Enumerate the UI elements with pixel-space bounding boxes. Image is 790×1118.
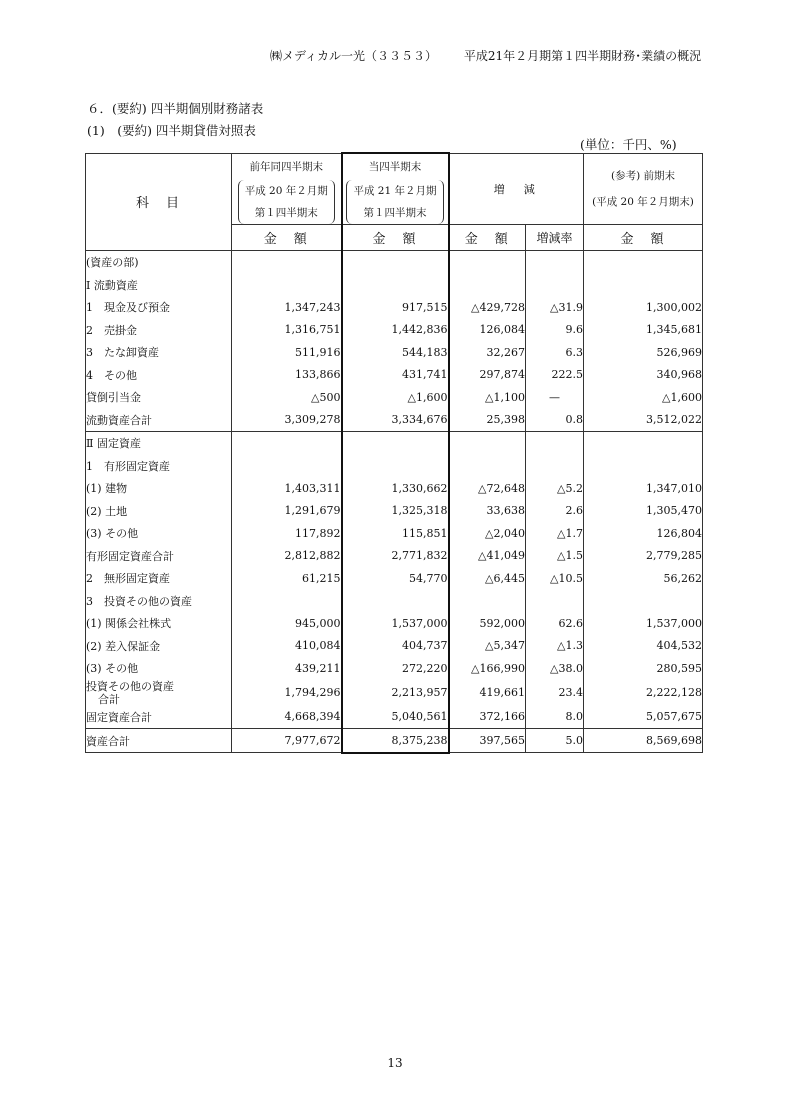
- current-amount: [342, 432, 449, 455]
- prev-year-amount: 3,309,278: [232, 409, 342, 432]
- change-amount: 33,638: [449, 500, 526, 523]
- change-rate: △10.5: [526, 567, 584, 590]
- change-rate: △31.9: [526, 296, 584, 319]
- row-label: 資産合計: [86, 729, 232, 753]
- current-amount: 1,325,318: [342, 500, 449, 523]
- header-prev-line1: 前年同四半期末: [249, 160, 323, 173]
- reference-amount: [584, 432, 703, 455]
- subsection-title: (1) (要約) 四半期貸借対照表: [87, 123, 256, 138]
- change-rate: △38.0: [526, 657, 584, 680]
- prev-year-amount: 1,403,311: [232, 477, 342, 500]
- row-label: 4 その他: [86, 364, 232, 387]
- change-amount: △5,347: [449, 635, 526, 658]
- change-amount: △429,728: [449, 296, 526, 319]
- change-rate: 23.4: [526, 680, 584, 706]
- header-prev-line3: 第１四半期末: [254, 206, 318, 219]
- current-amount: 917,515: [342, 296, 449, 319]
- row-label: 1 有形固定資産: [86, 455, 232, 478]
- table-body: [86, 251, 703, 753]
- change-amount: △72,648: [449, 477, 526, 500]
- change-amount: 297,874: [449, 364, 526, 387]
- prev-year-amount: 117,892: [232, 522, 342, 545]
- row-label: (3) その他: [86, 522, 232, 545]
- table-row: [86, 432, 703, 455]
- reference-amount: 404,532: [584, 635, 703, 658]
- reference-amount: 56,262: [584, 567, 703, 590]
- prev-year-amount: [232, 274, 342, 297]
- prev-year-amount: 61,215: [232, 567, 342, 590]
- change-rate: —: [526, 386, 584, 409]
- table-row: [86, 729, 703, 753]
- header-prev-bracket: [238, 180, 335, 224]
- page-number: 13: [387, 1056, 403, 1070]
- current-amount: 544,183: [342, 341, 449, 364]
- change-amount: 126,084: [449, 319, 526, 342]
- table-row: [86, 635, 703, 658]
- table-row: [86, 364, 703, 387]
- row-label: 2 無形固定資産: [86, 567, 232, 590]
- table-row: [86, 680, 703, 706]
- table-row: [86, 657, 703, 680]
- header-ref-line2: (平成 20 年２月期末): [592, 195, 694, 208]
- table-row: [86, 500, 703, 523]
- row-label: 3 たな卸資産: [86, 341, 232, 364]
- row-label: (3) その他: [86, 657, 232, 680]
- reference-amount: [584, 251, 703, 274]
- table-row: [86, 319, 703, 342]
- reference-amount: 126,804: [584, 522, 703, 545]
- header-cur-line3: 第１四半期末: [363, 207, 427, 219]
- row-label-line2: 合計: [98, 692, 120, 706]
- change-amount: [449, 274, 526, 297]
- row-label: (2) 土地: [86, 500, 232, 523]
- current-amount: 54,770: [342, 567, 449, 590]
- header-cur-line2: 平成 21 年２月期: [353, 185, 437, 197]
- prev-year-amount: 439,211: [232, 657, 342, 680]
- change-amount: 32,267: [449, 341, 526, 364]
- table-row: [86, 612, 703, 635]
- reference-amount: 2,222,128: [584, 680, 703, 706]
- reference-amount: 1,305,470: [584, 500, 703, 523]
- reference-amount: △1,600: [584, 386, 703, 409]
- table-row: [86, 274, 703, 297]
- reference-amount: 1,537,000: [584, 612, 703, 635]
- prev-year-amount: 410,084: [232, 635, 342, 658]
- header-ref-line1: (参考) 前期末: [610, 169, 676, 182]
- header-change-rate: 増減率: [526, 225, 584, 251]
- change-amount: [449, 251, 526, 274]
- header-current-quarter: [342, 153, 449, 225]
- reference-amount: 3,512,022: [584, 409, 703, 432]
- change-rate: 2.6: [526, 500, 584, 523]
- current-amount: [342, 455, 449, 478]
- reference-amount: 340,968: [584, 364, 703, 387]
- row-label: (2) 差入保証金: [86, 635, 232, 658]
- current-amount: 1,442,836: [342, 319, 449, 342]
- current-amount: 431,741: [342, 364, 449, 387]
- report-title: 平成21年２月期第１四半期財務･業績の概況: [463, 49, 702, 63]
- change-amount: △2,040: [449, 522, 526, 545]
- row-label: 固定資産合計: [86, 706, 232, 729]
- reference-amount: 1,347,010: [584, 477, 703, 500]
- prev-year-amount: △500: [232, 386, 342, 409]
- current-amount: 8,375,238: [342, 729, 449, 753]
- change-amount: [449, 432, 526, 455]
- reference-amount: 8,569,698: [584, 729, 703, 753]
- reference-amount: 5,057,675: [584, 706, 703, 729]
- header-cur-line1: 当四半期末: [368, 161, 422, 173]
- table-row: [86, 567, 703, 590]
- change-rate: [526, 590, 584, 613]
- change-rate: 62.6: [526, 612, 584, 635]
- change-rate: [526, 251, 584, 274]
- table-row: [86, 386, 703, 409]
- table-row: [86, 590, 703, 613]
- prev-year-amount: 7,977,672: [232, 729, 342, 753]
- change-amount: △6,445: [449, 567, 526, 590]
- prev-year-amount: 1,794,296: [232, 680, 342, 706]
- row-label: [86, 680, 232, 706]
- table-row: [86, 522, 703, 545]
- current-amount: 404,737: [342, 635, 449, 658]
- row-label: 2 売掛金: [86, 319, 232, 342]
- current-amount: 2,213,957: [342, 680, 449, 706]
- current-amount: 1,537,000: [342, 612, 449, 635]
- page-header: [270, 47, 701, 64]
- current-amount: △1,600: [342, 386, 449, 409]
- row-label: 3 投資その他の資産: [86, 590, 232, 613]
- reference-amount: [584, 455, 703, 478]
- company-name: ㈱メディカル一光（３３５３）: [270, 49, 438, 63]
- change-rate: 8.0: [526, 706, 584, 729]
- header-cur-amount: 金 額: [342, 225, 449, 251]
- header-subject: 科 目: [86, 153, 232, 251]
- change-rate: △1.7: [526, 522, 584, 545]
- table-row: [86, 706, 703, 729]
- reference-amount: 526,969: [584, 341, 703, 364]
- table-row: [86, 477, 703, 500]
- change-amount: △41,049: [449, 545, 526, 568]
- header-prev-line2: 平成 20 年２月期: [244, 184, 328, 197]
- row-label: Ⅰ 流動資産: [86, 274, 232, 297]
- current-amount: [342, 590, 449, 613]
- row-label: 貸倒引当金: [86, 386, 232, 409]
- row-label-line1: 投資その他の資産: [86, 679, 174, 693]
- change-rate: 5.0: [526, 729, 584, 753]
- current-amount: 2,771,832: [342, 545, 449, 568]
- change-amount: [449, 455, 526, 478]
- prev-year-amount: 1,347,243: [232, 296, 342, 319]
- change-rate: △1.3: [526, 635, 584, 658]
- reference-amount: 1,300,002: [584, 296, 703, 319]
- table-row: [86, 455, 703, 478]
- table-row: [86, 341, 703, 364]
- row-label: 1 現金及び預金: [86, 296, 232, 319]
- change-rate: 0.8: [526, 409, 584, 432]
- current-amount: [342, 251, 449, 274]
- row-label: (1) 関係会社株式: [86, 612, 232, 635]
- reference-amount: 2,779,285: [584, 545, 703, 568]
- prev-year-amount: [232, 432, 342, 455]
- change-amount: 372,166: [449, 706, 526, 729]
- prev-year-amount: 1,291,679: [232, 500, 342, 523]
- header-prev-amount: 金 額: [232, 225, 342, 251]
- header-prev-year-quarter: [232, 153, 342, 225]
- header-change-amount: 金 額: [449, 225, 526, 251]
- table-row: [86, 545, 703, 568]
- change-amount: 25,398: [449, 409, 526, 432]
- row-label: Ⅱ 固定資産: [86, 432, 232, 455]
- unit-note: (単位：千円、%): [580, 137, 677, 152]
- prev-year-amount: 4,668,394: [232, 706, 342, 729]
- header-reference: [584, 153, 703, 225]
- reference-amount: 280,595: [584, 657, 703, 680]
- header-ref-amount: 金 額: [584, 225, 703, 251]
- current-amount: 3,334,676: [342, 409, 449, 432]
- change-rate: 222.5: [526, 364, 584, 387]
- current-amount: 115,851: [342, 522, 449, 545]
- section-title: ６．(要約) 四半期個別財務諸表: [87, 101, 264, 116]
- prev-year-amount: 511,916: [232, 341, 342, 364]
- header-cur-bracket: [346, 180, 443, 224]
- current-amount: 1,330,662: [342, 477, 449, 500]
- row-label: 流動資産合計: [86, 409, 232, 432]
- change-rate: [526, 455, 584, 478]
- prev-year-amount: 1,316,751: [232, 319, 342, 342]
- change-amount: 397,565: [449, 729, 526, 753]
- row-label: (1) 建物: [86, 477, 232, 500]
- prev-year-amount: [232, 455, 342, 478]
- reference-amount: [584, 274, 703, 297]
- header-change: 増 減: [449, 153, 584, 225]
- row-label: 有形固定資産合計: [86, 545, 232, 568]
- change-rate: △1.5: [526, 545, 584, 568]
- current-amount: 5,040,561: [342, 706, 449, 729]
- reference-amount: [584, 590, 703, 613]
- table-row: [86, 409, 703, 432]
- reference-amount: 1,345,681: [584, 319, 703, 342]
- prev-year-amount: 945,000: [232, 612, 342, 635]
- prev-year-amount: [232, 251, 342, 274]
- change-amount: [449, 590, 526, 613]
- change-amount: △1,100: [449, 386, 526, 409]
- balance-sheet-table: [85, 152, 703, 754]
- change-amount: 592,000: [449, 612, 526, 635]
- change-amount: 419,661: [449, 680, 526, 706]
- prev-year-amount: 2,812,882: [232, 545, 342, 568]
- table-row: [86, 296, 703, 319]
- current-amount: 272,220: [342, 657, 449, 680]
- prev-year-amount: 133,866: [232, 364, 342, 387]
- change-rate: [526, 274, 584, 297]
- current-amount: [342, 274, 449, 297]
- change-rate: 9.6: [526, 319, 584, 342]
- change-rate: 6.3: [526, 341, 584, 364]
- table-row: [86, 251, 703, 274]
- row-label: (資産の部): [86, 251, 232, 274]
- change-rate: △5.2: [526, 477, 584, 500]
- prev-year-amount: [232, 590, 342, 613]
- change-amount: △166,990: [449, 657, 526, 680]
- change-rate: [526, 432, 584, 455]
